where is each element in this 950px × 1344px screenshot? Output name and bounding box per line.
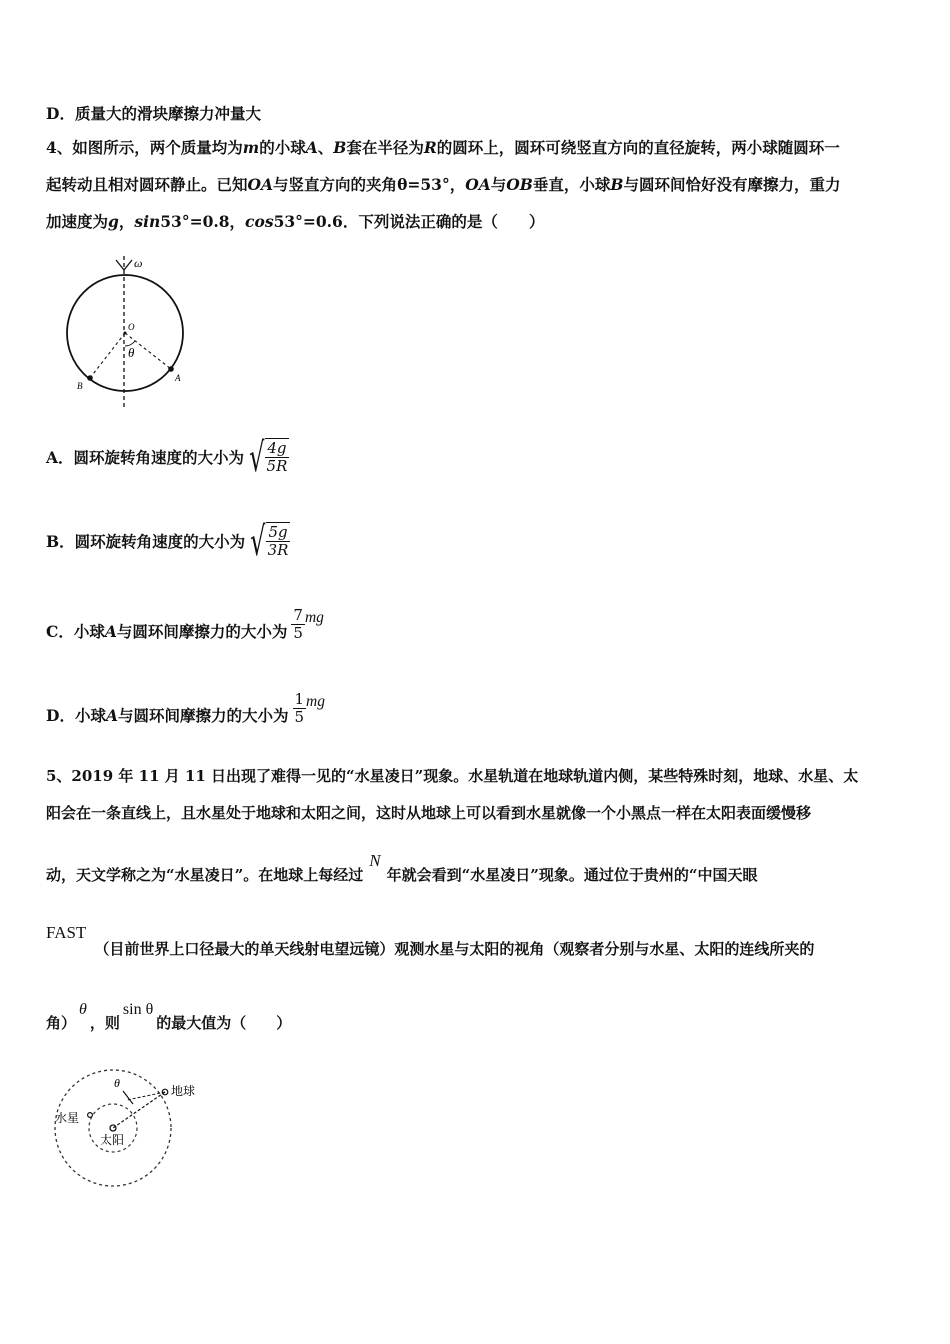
mass-symbol: m — [242, 138, 260, 157]
ball-a — [168, 366, 174, 372]
fraction-denominator: 5 — [293, 624, 303, 642]
ball-b-label: B — [610, 175, 624, 194]
option-text: B．圆环旋转角速度的大小为 — [46, 532, 246, 551]
q4-option-c[interactable] — [46, 598, 324, 642]
q4-text: 53°=0.8， — [160, 212, 246, 231]
ball-b-fig-label: B — [77, 381, 83, 391]
sun-label: 太阳 — [100, 1133, 125, 1147]
q5-stem-line1: 5、2019 年 11 月 11 日出现了难得一见的“水星凌日”现象。水星轨道在地球轨道内侧，某些特殊时刻，地球、水星、太 — [46, 767, 859, 785]
fraction-numerator: 7 — [293, 606, 303, 624]
q4-text: 套在半径为 — [346, 138, 424, 157]
ball-a-label: A — [105, 706, 118, 725]
q4-text: 垂直，小球 — [532, 175, 611, 194]
q4-text: 与竖直方向的夹角 — [273, 175, 398, 194]
mg-symbol: mg — [304, 609, 324, 626]
theta-value: θ=53°， — [397, 175, 466, 194]
q4-text: ， — [118, 212, 135, 231]
ball-b-label: B — [333, 138, 347, 157]
q4-text: 、 — [317, 138, 334, 157]
q5-text: （目前世界上口径最大的单天线射电望远镜）观测水星与太阳的视角（观察者分别与水星、太阳的连线所夹的 — [94, 940, 815, 958]
q5-text: 的最大值为（ ） — [156, 1014, 292, 1032]
mercury-label: 水星 — [55, 1111, 80, 1125]
sqrt-icon: √ — [249, 435, 265, 481]
mg-symbol: mg — [306, 693, 325, 710]
sqrt-expression — [244, 435, 289, 481]
fraction-numerator: 5g — [266, 524, 291, 542]
q5-text: 动，天文学称之为“水星凌日”。在地球上每经过 — [46, 866, 364, 884]
ball-a-fig-label: A — [175, 373, 181, 383]
q4-text: 53°=0.6．下列说法正确的是（ ） — [273, 212, 545, 231]
option-prefix: C．小球 — [46, 622, 105, 641]
q4-text: 的小球 — [259, 138, 306, 157]
radius-ob — [90, 333, 125, 378]
q4-text: 与 — [490, 175, 507, 194]
q5-stem-line3 — [46, 851, 758, 885]
option-prefix: D．小球 — [46, 706, 106, 725]
q5-stem-line4 — [46, 923, 815, 958]
oa-symbol: OA — [465, 175, 491, 194]
gravity-symbol: g — [108, 212, 119, 231]
fraction-denominator: 5R — [266, 457, 288, 475]
q4-text: 与圆环间恰好没有摩擦力，重力 — [623, 175, 841, 194]
q5-text: 年就会看到“水星凌日”现象。通过位于贵州的“中国天眼 — [386, 866, 758, 884]
fraction-denominator: 3R — [267, 541, 289, 559]
omega-label: ω — [134, 256, 143, 270]
earth-label: 地球 — [171, 1084, 196, 1098]
oa-symbol: OA — [247, 175, 274, 194]
q5-stem-line5 — [46, 1001, 292, 1034]
ball-a-label: A — [305, 138, 318, 157]
option-text: 与圆环间摩擦力的大小为 — [117, 706, 289, 725]
ball-b — [87, 375, 93, 381]
theta-label: θ — [128, 345, 135, 360]
q4-option-d[interactable] — [46, 682, 325, 726]
theta-fig-label: θ — [114, 1076, 120, 1090]
center-label: O — [128, 322, 135, 332]
q4-option-a[interactable] — [46, 433, 289, 483]
q4-text: 起转动且相对圆环静止。已知 — [46, 175, 248, 194]
q3-option-d[interactable]: D．质量大的滑块摩擦力冲量大 — [46, 104, 261, 123]
angle-tick — [123, 1091, 133, 1104]
n-symbol: N — [369, 851, 381, 870]
fraction-numerator: 4g — [265, 440, 290, 458]
mercury-icon — [88, 1113, 93, 1118]
q4-stem-line1 — [46, 138, 840, 158]
radius-symbol: R — [423, 138, 437, 157]
q4-option-b[interactable] — [46, 517, 290, 567]
q4-text: 4、如图所示，两个质量均为 — [46, 138, 243, 157]
fraction-denominator: 5 — [294, 708, 305, 726]
fraction-numerator: 1 — [294, 690, 305, 708]
q4-text: 的圆环上，圆环可绕竖直方向的直径旋转，两小球随圆环一 — [436, 138, 840, 157]
cos-symbol: cos — [245, 212, 274, 231]
sqrt-expression — [245, 519, 290, 565]
sin-theta-expression: sin θ — [122, 1001, 154, 1018]
q5-text: 角） — [46, 1014, 77, 1032]
sqrt-icon: √ — [250, 519, 266, 565]
q5-stem-line2: 阳会在一条直线上，且水星处于地球和太阳之间，这时从地球上可以看到水星就像一个小黑点一样在太阳表面缓慢移 — [46, 804, 812, 822]
fast-label: FAST — [46, 923, 87, 942]
ball-a-label: A — [104, 622, 117, 641]
q5-orbit-figure — [48, 1060, 208, 1190]
q4-text: 加速度为 — [46, 212, 109, 231]
theta-symbol: θ — [79, 1001, 87, 1018]
q4-ring-figure — [55, 250, 195, 415]
q4-stem-line2 — [46, 175, 841, 195]
ob-symbol: OB — [506, 175, 533, 194]
q4-stem-line3 — [46, 212, 544, 232]
option-text: A．圆环旋转角速度的大小为 — [46, 448, 245, 467]
option-text: 与圆环间摩擦力的大小为 — [116, 622, 288, 641]
sin-symbol: sin — [134, 212, 161, 231]
q5-text: ，则 — [89, 1014, 120, 1032]
